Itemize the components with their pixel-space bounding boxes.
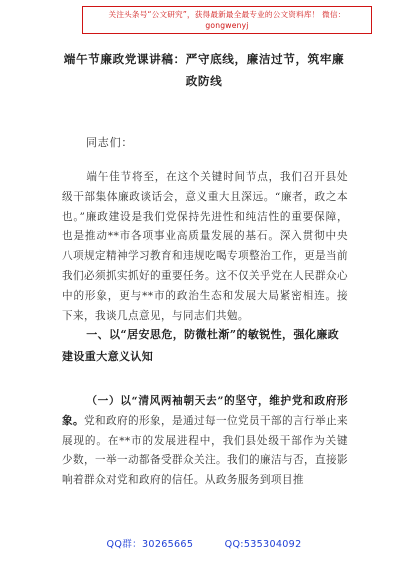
paragraph-section-1-1 bbox=[62, 392, 348, 491]
footer-qq-group: QQ群：30265665 bbox=[106, 539, 194, 550]
footer-qq-number: QQ:535304092 bbox=[224, 539, 302, 550]
promo-banner-text: 关注头条号“公文研究”，获得最新最全最专业的公文资料库！ 微信：gongwenyj bbox=[108, 10, 346, 30]
subsection-heading-1-1: （一）以“清风两袖朝天去”的坚守，维护党和政府形象。 bbox=[62, 395, 348, 427]
contact-footer bbox=[0, 536, 408, 550]
paragraph-intro: 端午佳节将至，在这个关键时间节点，我们召开县处级干部集体廉政谈话会，意义重大且深远。“廉者，政之本也。”廉政建设是我们党保持先进性和纯洁性的重要保障，也是推动**市各项事业高质量发展的基石。深入贯彻中央八项规定精神学习教育和违规吃喝专项整治工作，更是当前我们必须抓实抓好的重要任务。这不仅关乎党在人民群众心中的形象，更与**市的政治生态和发展大局紧密相连。接下来，我谈几点意见，与同志们共勉。 bbox=[62, 171, 348, 322]
section-heading-1: 一、以“居安思危，防微杜渐”的敏锐性，强化廉政建设重大意义认知 bbox=[62, 328, 340, 363]
document-title: 端午节廉政党课讲稿：严守底线，廉洁过节，筑牢廉政防线 bbox=[63, 52, 345, 88]
salutation: 同志们： bbox=[86, 136, 134, 149]
promo-banner bbox=[82, 6, 372, 34]
paragraph-section-1-1-body: 党和政府的形象，是通过每一位党员干部的言行举止来展现的。在**市的发展进程中，我们县处级干部作为关键少数，一举一动都备受群众关注。我们的廉洁与否，直接影响着群众对党和政府的信任。从政务服务到项目推 bbox=[62, 414, 348, 487]
